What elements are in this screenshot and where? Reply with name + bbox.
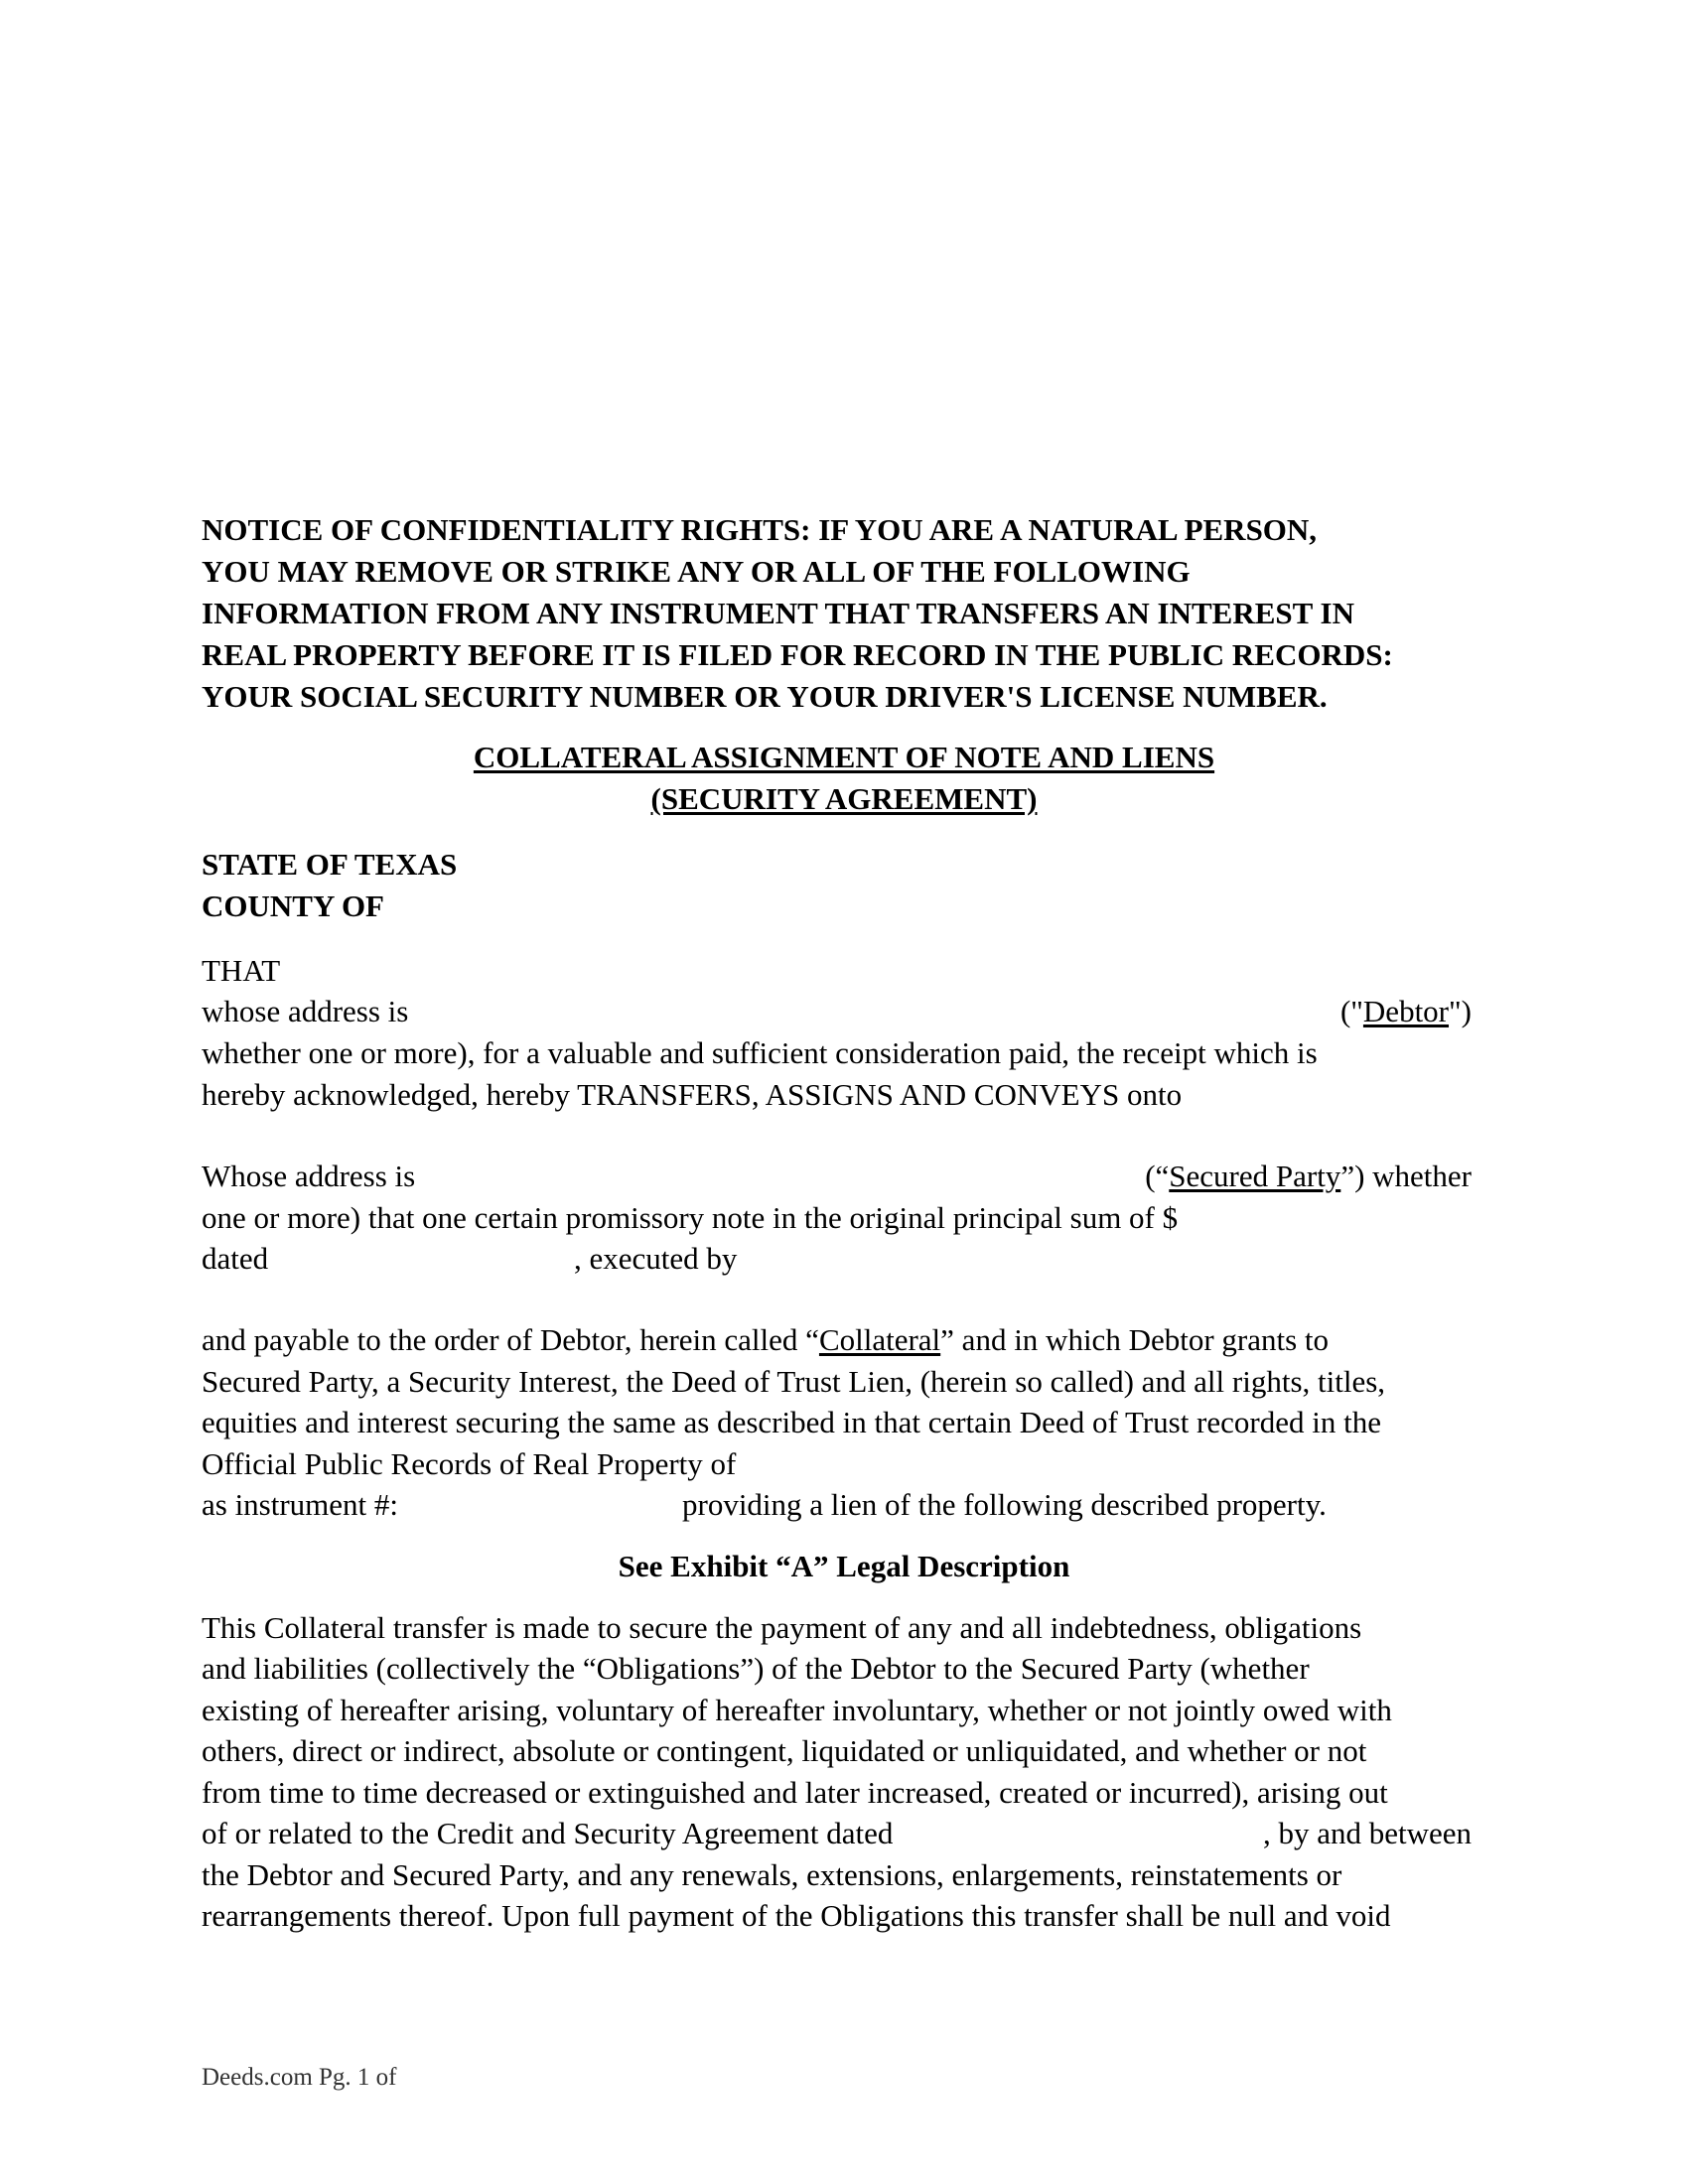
instrument-tail: providing a lien of the following described property. [682, 1487, 1327, 1522]
body-line: the Debtor and Secured Party, and any renewals, extensions, enlargements, reinstatements or [202, 1857, 1342, 1892]
dated-label: dated [202, 1241, 269, 1276]
document-title [0, 737, 1688, 778]
title-line-1: COLLATERAL ASSIGNMENT OF NOTE AND LIENS [473, 740, 1215, 774]
executed-by-label: , executed by [574, 1241, 738, 1276]
secured-party-designation: (“Secured Party”) whether [1145, 1159, 1472, 1193]
body-line: and payable to the order of Debtor, herein called “Collateral” and in which Debtor grants to [202, 1322, 1330, 1357]
notice-line: YOUR SOCIAL SECURITY NUMBER OR YOUR DRIVER'S LICENSE NUMBER. [202, 679, 1328, 714]
notice-line: YOU MAY REMOVE OR STRIKE ANY OR ALL OF THE FOLLOWING [202, 554, 1191, 589]
notice-line: INFORMATION FROM ANY INSTRUMENT THAT TRANSFERS AN INTEREST IN [202, 596, 1354, 630]
body-line: existing of hereafter arising, voluntary of hereafter involuntary, whether or not jointly owed with [202, 1693, 1392, 1727]
that-label: THAT [202, 953, 281, 988]
state-heading: STATE OF TEXAS [202, 847, 458, 882]
county-heading: COUNTY OF [202, 888, 384, 923]
body-line: others, direct or indirect, absolute or contingent, liquidated or unliquidated, and whether or not [202, 1733, 1367, 1768]
body-line: Official Public Records of Real Property of [202, 1446, 737, 1481]
document-subtitle [0, 778, 1688, 820]
body-line: and liabilities (collectively the “Obligations”) of the Debtor to the Secured Party (whether [202, 1651, 1310, 1686]
notice-line: NOTICE OF CONFIDENTIALITY RIGHTS: IF YOU ARE A NATURAL PERSON, [202, 512, 1318, 547]
body-line: from time to time decreased or extinguished and later increased, created or incurred), arising out [202, 1775, 1388, 1810]
body-line: whether one or more), for a valuable and sufficient consideration paid, the receipt which is [202, 1035, 1318, 1070]
title-line-2: (SECURITY AGREEMENT) [650, 781, 1038, 816]
confidentiality-notice [202, 509, 1492, 718]
body-line: rearrangements thereof. Upon full payment of the Obligations this transfer shall be null and void [202, 1898, 1391, 1933]
body-line: This Collateral transfer is made to secure the payment of any and all indebtedness, obligations [202, 1610, 1362, 1645]
exhibit-heading: See Exhibit “A” Legal Description [618, 1549, 1070, 1583]
body-line: equities and interest securing the same as described in that certain Deed of Trust recorded in the [202, 1405, 1381, 1439]
instrument-label: as instrument #: [202, 1487, 399, 1522]
body-line: one or more) that one certain promissory note in the original principal sum of $ [202, 1200, 1179, 1235]
credit-agreement-label: of or related to the Credit and Security Agreement dated [202, 1816, 894, 1850]
notice-line: REAL PROPERTY BEFORE IT IS FILED FOR RECORD IN THE PUBLIC RECORDS: [202, 637, 1393, 672]
debtor-designation: ("Debtor") [1339, 994, 1472, 1028]
page-footer: Deeds.com Pg. 1 of [202, 2064, 397, 2091]
secured-party-term: Secured Party [1169, 1159, 1341, 1193]
debtor-address-label: whose address is [202, 994, 409, 1028]
collateral-term: Collateral [818, 1322, 941, 1357]
by-and-between: , by and between [1262, 1816, 1472, 1850]
debtor-term: Debtor [1362, 994, 1450, 1028]
secured-address-label: Whose address is [202, 1159, 416, 1193]
body-line: hereby acknowledged, hereby TRANSFERS, ASSIGNS AND CONVEYS onto [202, 1077, 1183, 1112]
body-line: Secured Party, a Security Interest, the Deed of Trust Lien, (herein so called) and all rights, titles, [202, 1364, 1386, 1399]
